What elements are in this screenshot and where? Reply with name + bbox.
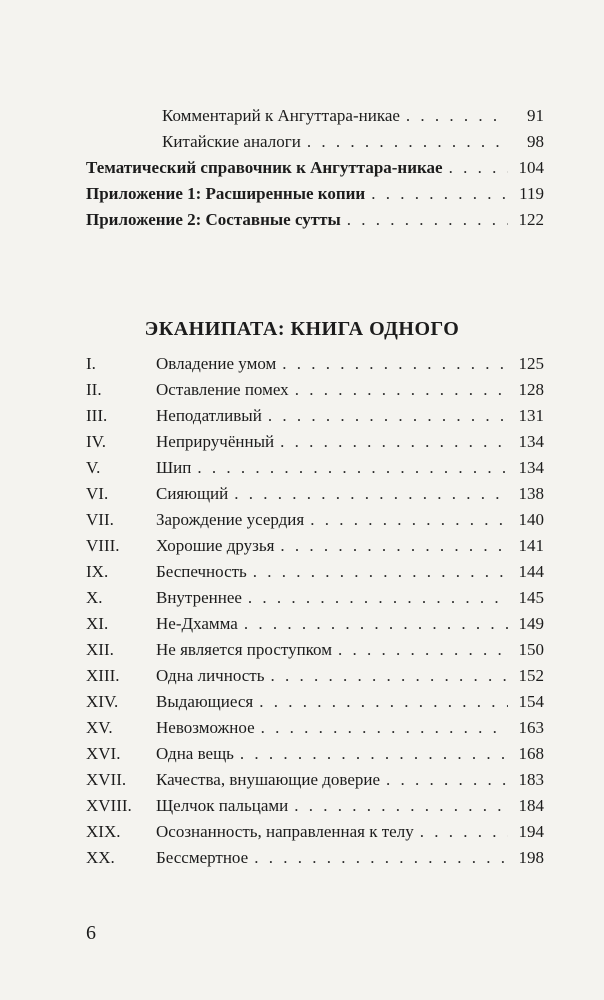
chapter-numeral: III. (86, 406, 108, 425)
chapter-page: 149 (518, 614, 544, 633)
chapter-entry (156, 820, 544, 844)
toc-entry (86, 208, 544, 232)
dot-leader (280, 430, 508, 454)
chapter-page: 194 (518, 822, 544, 841)
chapter-title: Овладение умом (156, 354, 277, 373)
toc-entry-title: Приложение 2: Составные сутты (86, 210, 341, 229)
chapter-title: Не-Дхамма (156, 614, 238, 633)
chapter-entry (156, 534, 544, 558)
chapter-numeral: XVIII. (86, 796, 132, 815)
chapter-entry (156, 586, 544, 610)
chapter-entry (156, 612, 544, 636)
toc-entry-title: Китайские аналоги (162, 132, 301, 151)
toc-entry (162, 104, 544, 128)
chapter-numeral: I. (86, 354, 96, 373)
chapter-numeral: IV. (86, 432, 106, 451)
chapter-title: Качества, внушающие доверие (156, 770, 381, 789)
chapter-numeral: XIII. (86, 666, 120, 685)
toc-entry-title: Тематический справочник к Ангуттара-никае (86, 158, 443, 177)
dot-leader (261, 716, 508, 740)
chapter-page: 134 (518, 432, 544, 451)
chapter-entry (156, 482, 544, 506)
toc-entry (162, 130, 544, 154)
dot-leader (248, 586, 508, 610)
chapter-page: 128 (518, 380, 544, 399)
chapter-title: Невозможное (156, 718, 255, 737)
chapter-page: 184 (518, 796, 544, 815)
dot-leader (254, 846, 508, 870)
chapter-title: Неприручённый (156, 432, 275, 451)
dot-leader (240, 742, 508, 766)
chapter-title: Щелчок пальцами (156, 796, 289, 815)
toc-entry-title: Приложение 1: Расширенные копии (86, 184, 366, 203)
dot-leader (253, 560, 508, 584)
chapter-entry (156, 352, 544, 376)
dot-leader (270, 664, 508, 688)
chapter-numeral: VII. (86, 510, 114, 529)
chapter-numeral: XII. (86, 640, 114, 659)
chapter-page: 140 (518, 510, 544, 529)
chapter-entry (156, 794, 544, 818)
chapter-title: Зарождение усердия (156, 510, 305, 529)
chapter-page: 152 (518, 666, 544, 685)
chapter-title: Одна вещь (156, 744, 234, 763)
dot-leader (259, 690, 508, 714)
chapter-numeral: IX. (86, 562, 109, 581)
chapter-numeral: XI. (86, 614, 109, 633)
chapter-title: Одна личность (156, 666, 265, 685)
chapter-title: Не является проступком (156, 640, 332, 659)
chapter-entry (156, 456, 544, 480)
chapter-title: Сияющий (156, 484, 229, 503)
chapter-entry (156, 690, 544, 714)
chapter-page: 144 (518, 562, 544, 581)
dot-leader (234, 482, 508, 506)
chapter-title: Неподатливый (156, 406, 262, 425)
chapter-page: 125 (518, 354, 544, 373)
toc-entry-page: 91 (527, 106, 544, 125)
chapter-entry (156, 378, 544, 402)
dot-leader (449, 156, 508, 180)
toc-entry-page: 122 (518, 210, 544, 229)
chapter-title: Выдающиеся (156, 692, 254, 711)
chapter-numeral: V. (86, 458, 101, 477)
toc-entry (86, 182, 544, 206)
chapter-title: Хорошие друзья (156, 536, 275, 555)
chapter-numeral: XX. (86, 848, 115, 867)
chapter-title: Шип (156, 458, 192, 477)
chapter-title: Бессмертное (156, 848, 249, 867)
chapter-entry (156, 768, 544, 792)
dot-leader (307, 130, 508, 154)
dot-leader (244, 612, 508, 636)
dot-leader (420, 820, 508, 844)
chapter-page: 183 (518, 770, 544, 789)
chapter-page: 145 (518, 588, 544, 607)
chapter-page: 150 (518, 640, 544, 659)
dot-leader (406, 104, 508, 128)
chapter-entry (156, 430, 544, 454)
toc-entry-page: 98 (527, 132, 544, 151)
chapter-title: Беспечность (156, 562, 247, 581)
dot-leader (268, 404, 508, 428)
chapter-page: 131 (518, 406, 544, 425)
chapter-numeral: X. (86, 588, 103, 607)
dot-leader (294, 794, 508, 818)
chapter-entry (156, 742, 544, 766)
dot-leader (371, 182, 508, 206)
chapter-page: 154 (518, 692, 544, 711)
chapter-page: 141 (518, 536, 544, 555)
dot-leader (338, 638, 508, 662)
chapter-entry (156, 716, 544, 740)
toc-entry-page: 119 (519, 184, 544, 203)
page-number: 6 (86, 922, 96, 944)
dot-leader (386, 768, 508, 792)
dot-leader (280, 534, 508, 558)
chapter-page: 138 (518, 484, 544, 503)
chapter-numeral: XVI. (86, 744, 121, 763)
chapter-entry (156, 560, 544, 584)
section-title: ЭКАНИПАТА: КНИГА ОДНОГО (144, 318, 460, 340)
chapter-entry (156, 508, 544, 532)
dot-leader (347, 208, 508, 232)
chapter-numeral: VIII. (86, 536, 120, 555)
chapter-numeral: XV. (86, 718, 113, 737)
chapter-entry (156, 404, 544, 428)
chapter-numeral: XIV. (86, 692, 119, 711)
chapter-title: Осознанность, направленная к телу (156, 822, 414, 841)
chapter-title: Внутреннее (156, 588, 242, 607)
chapter-page: 198 (518, 848, 544, 867)
chapter-numeral: XIX. (86, 822, 121, 841)
chapter-entry (156, 664, 544, 688)
dot-leader (310, 508, 508, 532)
chapter-numeral: VI. (86, 484, 109, 503)
toc-entry-title: Комментарий к Ангуттара-никае (162, 106, 400, 125)
chapter-entry (156, 846, 544, 870)
chapter-title: Оставление помех (156, 380, 289, 399)
dot-leader (282, 352, 508, 376)
dot-leader (197, 456, 508, 480)
chapter-numeral: XVII. (86, 770, 127, 789)
dot-leader (295, 378, 508, 402)
chapter-numeral: II. (86, 380, 102, 399)
toc-entry (86, 156, 544, 180)
chapter-page: 168 (518, 744, 544, 763)
chapter-page: 134 (518, 458, 544, 477)
chapter-entry (156, 638, 544, 662)
toc-entry-page: 104 (518, 158, 544, 177)
chapter-page: 163 (518, 718, 544, 737)
